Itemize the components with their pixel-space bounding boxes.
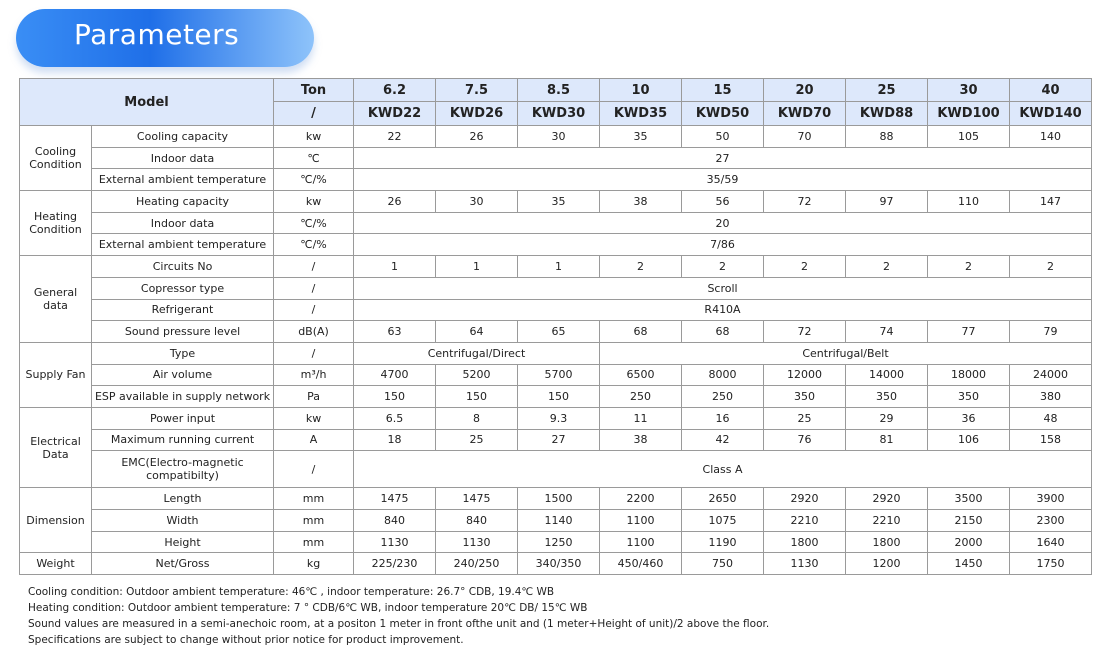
table-row bbox=[20, 169, 1092, 191]
parameter-name: Refrigerant bbox=[92, 299, 274, 321]
parameter-name: External ambient temperature bbox=[92, 234, 274, 256]
value-cell: 250 bbox=[682, 386, 764, 408]
ton-header-row bbox=[20, 79, 1092, 102]
unit-cell: dB(A) bbox=[274, 321, 354, 343]
value-cell: 2210 bbox=[764, 510, 846, 532]
parameter-name: ESP available in supply network bbox=[92, 386, 274, 408]
ton-value-header: 8.5 bbox=[518, 79, 600, 102]
unit-cell: kw bbox=[274, 407, 354, 429]
model-name-header: KWD35 bbox=[600, 102, 682, 126]
value-cell: 350 bbox=[928, 386, 1010, 408]
value-cell: 1450 bbox=[928, 553, 1010, 575]
model-name-header: KWD100 bbox=[928, 102, 1010, 126]
footnote-line: Sound values are measured in a semi-anechoic room, at a positon 1 meter in front ofthe unit and (1 meter+Height of unit)/2 above the floor. bbox=[28, 618, 770, 630]
value-cell: 3500 bbox=[928, 488, 1010, 510]
model-slash-header: / bbox=[274, 102, 354, 126]
ton-value-header: 15 bbox=[682, 79, 764, 102]
value-cell: 38 bbox=[600, 191, 682, 213]
value-cell: 6.5 bbox=[354, 407, 436, 429]
parameter-name: EMC(Electro-magnetic compatibilty) bbox=[92, 451, 274, 488]
table-row bbox=[20, 234, 1092, 256]
parameter-name: Net/Gross bbox=[92, 553, 274, 575]
value-cell: 8000 bbox=[682, 364, 764, 386]
value-cell: 30 bbox=[436, 191, 518, 213]
group-label: General data bbox=[20, 256, 92, 343]
unit-cell: / bbox=[274, 451, 354, 488]
value-cell: 158 bbox=[1010, 429, 1092, 451]
unit-cell: / bbox=[274, 256, 354, 278]
unit-cell: mm bbox=[274, 510, 354, 532]
value-cell: 70 bbox=[764, 126, 846, 148]
ton-value-header: 6.2 bbox=[354, 79, 436, 102]
footnote-line: Cooling condition: Outdoor ambient temperature: 46℃ , indoor temperature: 26.7° CDB, 19.4℃ WB bbox=[28, 586, 555, 598]
parameter-name: Length bbox=[92, 488, 274, 510]
value-cell: 380 bbox=[1010, 386, 1092, 408]
value-cell: 11 bbox=[600, 407, 682, 429]
unit-cell: ℃/% bbox=[274, 212, 354, 234]
value-cell: 350 bbox=[764, 386, 846, 408]
value-cell: 14000 bbox=[846, 364, 928, 386]
value-cell: 50 bbox=[682, 126, 764, 148]
value-cell: 2150 bbox=[928, 510, 1010, 532]
value-cell: 6500 bbox=[600, 364, 682, 386]
value-cell: 1500 bbox=[518, 488, 600, 510]
value-cell: 240/250 bbox=[436, 553, 518, 575]
value-cell: 1130 bbox=[354, 531, 436, 553]
value-cell: 1640 bbox=[1010, 531, 1092, 553]
value-cell: 1140 bbox=[518, 510, 600, 532]
value-cell: 140 bbox=[1010, 126, 1092, 148]
value-cell: 26 bbox=[436, 126, 518, 148]
value-cell: 72 bbox=[764, 191, 846, 213]
value-cell: 110 bbox=[928, 191, 1010, 213]
table-row bbox=[20, 321, 1092, 343]
value-cell: 22 bbox=[354, 126, 436, 148]
value-cell: 25 bbox=[764, 407, 846, 429]
ton-value-header: 25 bbox=[846, 79, 928, 102]
value-cell: 79 bbox=[1010, 321, 1092, 343]
value-cell: 250 bbox=[600, 386, 682, 408]
value-cell: 1200 bbox=[846, 553, 928, 575]
group-label: Dimension bbox=[20, 488, 92, 553]
value-cell: 2300 bbox=[1010, 510, 1092, 532]
value-cell: 147 bbox=[1010, 191, 1092, 213]
value-cell: 2 bbox=[1010, 256, 1092, 278]
unit-cell: / bbox=[274, 299, 354, 321]
value-cell: 2650 bbox=[682, 488, 764, 510]
value-cell: 12000 bbox=[764, 364, 846, 386]
value-cell: 30 bbox=[518, 126, 600, 148]
ton-value-header: 10 bbox=[600, 79, 682, 102]
unit-cell: ℃ bbox=[274, 147, 354, 169]
value-cell: 35 bbox=[600, 126, 682, 148]
value-cell: 225/230 bbox=[354, 553, 436, 575]
unit-cell: ℃/% bbox=[274, 169, 354, 191]
value-cell: 18000 bbox=[928, 364, 1010, 386]
title-banner bbox=[16, 9, 314, 67]
value-cell: 68 bbox=[600, 321, 682, 343]
value-cell: 840 bbox=[436, 510, 518, 532]
value-cell: 150 bbox=[354, 386, 436, 408]
group-label: Electrical Data bbox=[20, 407, 92, 487]
table-row bbox=[20, 488, 1092, 510]
unit-cell: / bbox=[274, 342, 354, 364]
group-label: Cooling Condition bbox=[20, 126, 92, 191]
value-cell: 16 bbox=[682, 407, 764, 429]
unit-cell: kw bbox=[274, 126, 354, 148]
value-cell: 24000 bbox=[1010, 364, 1092, 386]
value-cell-merged: R410A bbox=[354, 299, 1092, 321]
unit-cell: kg bbox=[274, 553, 354, 575]
value-cell-merged: Centrifugal/Belt bbox=[600, 342, 1092, 364]
value-cell: 63 bbox=[354, 321, 436, 343]
unit-cell: m³/h bbox=[274, 364, 354, 386]
value-cell: 42 bbox=[682, 429, 764, 451]
value-cell: 105 bbox=[928, 126, 1010, 148]
parameter-name: Maximum running current bbox=[92, 429, 274, 451]
parameter-name: Air volume bbox=[92, 364, 274, 386]
ton-value-header: 30 bbox=[928, 79, 1010, 102]
table-row bbox=[20, 191, 1092, 213]
parameter-name: Type bbox=[92, 342, 274, 364]
value-cell: 77 bbox=[928, 321, 1010, 343]
parameter-name: Height bbox=[92, 531, 274, 553]
parameter-name: Indoor data bbox=[92, 212, 274, 234]
footnotes bbox=[28, 584, 769, 648]
table-row bbox=[20, 407, 1092, 429]
value-cell: 2920 bbox=[764, 488, 846, 510]
value-cell: 2920 bbox=[846, 488, 928, 510]
value-cell: 1190 bbox=[682, 531, 764, 553]
value-cell: 1 bbox=[436, 256, 518, 278]
value-cell: 1100 bbox=[600, 531, 682, 553]
value-cell: 750 bbox=[682, 553, 764, 575]
value-cell: 840 bbox=[354, 510, 436, 532]
group-label: Weight bbox=[20, 553, 92, 575]
ton-value-header: 20 bbox=[764, 79, 846, 102]
value-cell: 150 bbox=[518, 386, 600, 408]
value-cell-merged: 27 bbox=[354, 147, 1092, 169]
page-title: Parameters bbox=[74, 18, 240, 51]
parameter-name: Copressor type bbox=[92, 277, 274, 299]
group-label: Supply Fan bbox=[20, 342, 92, 407]
parameters-table-body bbox=[20, 126, 1092, 575]
model-name-header: KWD88 bbox=[846, 102, 928, 126]
value-cell: 1475 bbox=[354, 488, 436, 510]
value-cell: 27 bbox=[518, 429, 600, 451]
unit-cell: / bbox=[274, 277, 354, 299]
parameters-table bbox=[19, 78, 1092, 575]
value-cell: 1130 bbox=[764, 553, 846, 575]
value-cell: 1800 bbox=[764, 531, 846, 553]
value-cell: 2 bbox=[600, 256, 682, 278]
value-cell: 74 bbox=[846, 321, 928, 343]
ton-header: Ton bbox=[274, 79, 354, 102]
value-cell: 150 bbox=[436, 386, 518, 408]
ton-value-header: 40 bbox=[1010, 79, 1092, 102]
model-name-header: KWD140 bbox=[1010, 102, 1092, 126]
table-row bbox=[20, 364, 1092, 386]
value-cell: 1075 bbox=[682, 510, 764, 532]
value-cell: 1 bbox=[354, 256, 436, 278]
table-row bbox=[20, 256, 1092, 278]
parameter-name: Power input bbox=[92, 407, 274, 429]
value-cell: 350 bbox=[846, 386, 928, 408]
parameter-name: Indoor data bbox=[92, 147, 274, 169]
value-cell: 1100 bbox=[600, 510, 682, 532]
unit-cell: kw bbox=[274, 191, 354, 213]
value-cell-merged: Class A bbox=[354, 451, 1092, 488]
unit-cell: Pa bbox=[274, 386, 354, 408]
value-cell: 76 bbox=[764, 429, 846, 451]
footnote-line: Heating condition: Outdoor ambient temperature: 7 ° CDB/6℃ WB, indoor temperature 20℃ DB/ 15℃ WB bbox=[28, 602, 588, 614]
value-cell: 38 bbox=[600, 429, 682, 451]
value-cell: 25 bbox=[436, 429, 518, 451]
value-cell: 65 bbox=[518, 321, 600, 343]
value-cell: 1475 bbox=[436, 488, 518, 510]
unit-cell: mm bbox=[274, 488, 354, 510]
value-cell: 450/460 bbox=[600, 553, 682, 575]
table-row bbox=[20, 342, 1092, 364]
value-cell: 5700 bbox=[518, 364, 600, 386]
value-cell: 56 bbox=[682, 191, 764, 213]
value-cell: 97 bbox=[846, 191, 928, 213]
value-cell: 5200 bbox=[436, 364, 518, 386]
table-row bbox=[20, 429, 1092, 451]
model-name-header: KWD50 bbox=[682, 102, 764, 126]
value-cell-merged: 20 bbox=[354, 212, 1092, 234]
value-cell: 3900 bbox=[1010, 488, 1092, 510]
parameter-name: Cooling capacity bbox=[92, 126, 274, 148]
value-cell: 2 bbox=[846, 256, 928, 278]
value-cell: 8 bbox=[436, 407, 518, 429]
value-cell: 35 bbox=[518, 191, 600, 213]
value-cell: 4700 bbox=[354, 364, 436, 386]
table-row bbox=[20, 451, 1092, 488]
table-row bbox=[20, 147, 1092, 169]
parameter-name: External ambient temperature bbox=[92, 169, 274, 191]
value-cell: 2 bbox=[764, 256, 846, 278]
table-row bbox=[20, 277, 1092, 299]
value-cell: 1130 bbox=[436, 531, 518, 553]
table-row bbox=[20, 531, 1092, 553]
value-cell: 26 bbox=[354, 191, 436, 213]
value-cell: 81 bbox=[846, 429, 928, 451]
value-cell: 88 bbox=[846, 126, 928, 148]
value-cell-merged: 7/86 bbox=[354, 234, 1092, 256]
value-cell: 64 bbox=[436, 321, 518, 343]
value-cell-merged: Centrifugal/Direct bbox=[354, 342, 600, 364]
unit-cell: A bbox=[274, 429, 354, 451]
value-cell: 2210 bbox=[846, 510, 928, 532]
value-cell: 29 bbox=[846, 407, 928, 429]
value-cell: 1250 bbox=[518, 531, 600, 553]
parameter-name: Circuits No bbox=[92, 256, 274, 278]
value-cell: 2000 bbox=[928, 531, 1010, 553]
value-cell: 106 bbox=[928, 429, 1010, 451]
value-cell: 1800 bbox=[846, 531, 928, 553]
model-name-header: KWD26 bbox=[436, 102, 518, 126]
value-cell: 1 bbox=[518, 256, 600, 278]
value-cell: 48 bbox=[1010, 407, 1092, 429]
table-row bbox=[20, 510, 1092, 532]
group-label: Heating Condition bbox=[20, 191, 92, 256]
value-cell-merged: Scroll bbox=[354, 277, 1092, 299]
footnote-line: Specifications are subject to change without prior notice for product improvement. bbox=[28, 634, 464, 646]
table-row bbox=[20, 299, 1092, 321]
parameter-name: Sound pressure level bbox=[92, 321, 274, 343]
table-row bbox=[20, 126, 1092, 148]
value-cell: 2200 bbox=[600, 488, 682, 510]
model-name-header: KWD22 bbox=[354, 102, 436, 126]
value-cell: 2 bbox=[682, 256, 764, 278]
value-cell: 18 bbox=[354, 429, 436, 451]
value-cell: 2 bbox=[928, 256, 1010, 278]
unit-cell: mm bbox=[274, 531, 354, 553]
value-cell-merged: 35/59 bbox=[354, 169, 1092, 191]
value-cell: 68 bbox=[682, 321, 764, 343]
table-row bbox=[20, 386, 1092, 408]
model-header: Model bbox=[20, 79, 274, 126]
value-cell: 1750 bbox=[1010, 553, 1092, 575]
value-cell: 340/350 bbox=[518, 553, 600, 575]
parameter-name: Width bbox=[92, 510, 274, 532]
unit-cell: ℃/% bbox=[274, 234, 354, 256]
value-cell: 36 bbox=[928, 407, 1010, 429]
model-name-header: KWD30 bbox=[518, 102, 600, 126]
parameter-name: Heating capacity bbox=[92, 191, 274, 213]
value-cell: 72 bbox=[764, 321, 846, 343]
ton-value-header: 7.5 bbox=[436, 79, 518, 102]
model-name-header: KWD70 bbox=[764, 102, 846, 126]
value-cell: 9.3 bbox=[518, 407, 600, 429]
table-row bbox=[20, 553, 1092, 575]
table-row bbox=[20, 212, 1092, 234]
